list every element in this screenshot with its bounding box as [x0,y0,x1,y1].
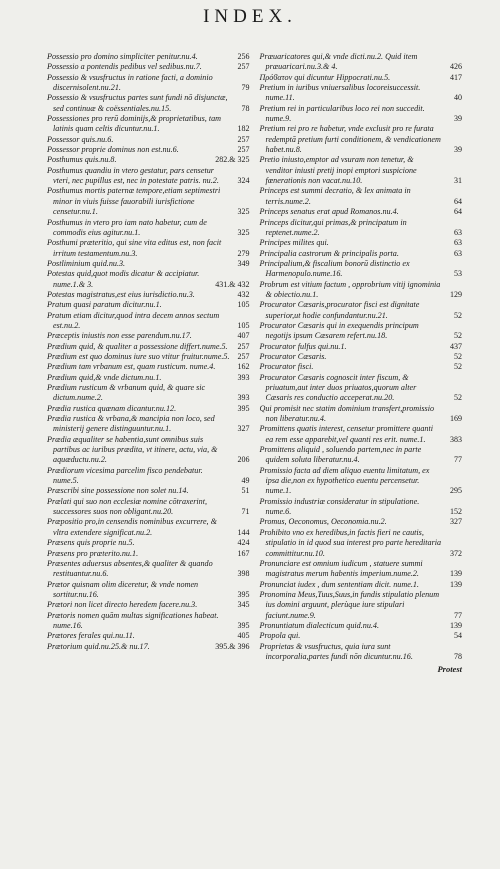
index-entry [260,280,463,301]
index-entry [47,300,250,310]
entry-page-number: 345 [237,600,250,610]
entry-text: Procurator Cæsaris. [259,351,327,361]
entry-text: Promus, Oeconomus, Oeconomia.nu.2. [259,517,387,527]
right-column [260,52,463,861]
entry-page-number: 395 [237,403,250,413]
index-entry [47,259,250,269]
entry-page-number: 167 [237,548,250,558]
entry-page-number: 395 [237,620,250,630]
entry-page-number: 324 [237,176,250,186]
index-entry [260,466,463,497]
index-entry [260,73,463,83]
entry-page-number: 257 [237,145,250,155]
entry-page-number: 49 [241,476,250,486]
entry-text: Principes milites qui. [259,238,329,248]
entry-text: Postliminium quid.nu.3. [47,258,126,268]
index-entry [260,580,463,590]
entry-page-number: 52 [454,351,462,361]
entry-page-number: 295 [450,486,462,496]
entry-text: Prætores ferales qui.nu.11. [47,631,135,641]
entry-page-number: 393 [237,393,250,403]
entry-page-number: 52 [454,393,462,403]
entry-page-number: 432 [237,289,250,299]
entry-text: Principalia castrorum & principalis porta. [259,248,399,258]
entry-text: Posthumus in vtero pro iam nato habetur, cum de commodis eius agitur.nu.1. [47,217,207,237]
index-entry [260,352,463,362]
entry-text: Præsentes aduersus absentes,& qualiter & quando restituantur.nu.6. [47,558,213,579]
index-entry [47,155,250,165]
index-entry [260,621,463,631]
entry-page-number: 325 [237,207,250,217]
entry-page-number: 152 [450,507,462,517]
entry-text: Probrum est vitium factum , opprobrium vitij ignominia & obiectio.nu.1. [259,279,441,299]
entry-text: Possessiones pro rerū dominijs,& proprietatibus, tam latinis quam celtis dicuntur.nu.1. [47,114,222,134]
entry-page-number: 169 [450,414,462,424]
index-entry [260,207,463,217]
entry-text: Potestas quid,quot modis dicatur & accipiatur. nume.1.& 3. [47,269,200,289]
entry-page-number: 393 [237,372,250,382]
entry-page-number: 395.& 396 [215,641,250,651]
index-entry [47,218,250,239]
entry-text: Posthumus quis.nu.8. [47,155,117,165]
entry-text: Prædium tam vrbanum est, quam rusticum. nume.4. [47,362,216,372]
index-columns [47,52,462,861]
entry-page-number: 395 [237,589,250,599]
entry-text: Prætorium quid.nu.25.& nu.17. [47,641,150,651]
entry-page-number: 424 [237,538,250,548]
entry-page-number: 431.& 432 [215,279,250,289]
index-entry [260,83,463,104]
entry-text: Possessio & vsusfructus partes sunt fundi nō disjunctæ, sed continuæ & coëssentiales.nu.15. [47,93,228,113]
entry-page-number: 77 [454,610,462,620]
entry-text: Possessio & vsusfructus in ratione facti, a dominio discernisolent.nu.21. [47,72,213,93]
index-entry [47,352,250,362]
entry-page-number: 77 [454,455,462,465]
entry-text: Prædia æqualiter se habentia,sunt omnibus suis partibus ac iuribus prædita, vt itinere, actu, via, & aquæductu.nu.2. [47,434,218,465]
entry-page-number: 105 [237,320,250,330]
index-entry [47,466,250,487]
entry-page-number: 282.& 325 [215,155,250,165]
index-entry [47,631,250,641]
left-column [47,52,250,861]
entry-page-number: 64 [454,196,462,206]
entry-text: Prædium rusticum & vrbanum quid, & quare sic dictum.nume.2. [47,383,206,403]
index-entry [47,580,250,601]
entry-page-number: 71 [241,507,250,517]
page-title: INDEX. [203,6,297,27]
entry-page-number: 39 [454,145,462,155]
entry-page-number: 182 [237,124,250,134]
index-entry [260,155,463,186]
index-entry [47,600,250,610]
index-entry [260,590,463,621]
entry-page-number: 54 [454,631,462,641]
entry-text: Princeps senatus erat apud Romanos.nu.4. [259,207,399,217]
entry-text: Pronomina Meus,Tuus,Suus,in fundis stipulatio plenum ius domini arguunt, plerùque iure stipulari faciunt.nume.9. [259,589,440,620]
entry-page-number: 63 [454,238,462,248]
entry-text: Pretium in iuribus vniuersalibus locoreisuccessit. nume.11. [259,83,421,103]
entry-text: Prædium quid, & qualiter a possessione differt.nume.5. [47,341,228,351]
entry-text: Promittens aliquid , soluendo partem,nec in parte quidem soluta liberatur.nu.4. [259,445,422,465]
entry-page-number: 256 [237,52,250,61]
entry-page-number: 129 [450,289,462,299]
index-entry [47,373,250,383]
entry-text: Possessor quis.nu.6. [47,134,114,144]
entry-page-number: 437 [450,341,462,351]
index-entry [260,238,463,248]
index-entry [260,424,463,445]
entry-text: Prædiorum vicesima parcelim fisco pendebatur. nume.5. [47,465,203,486]
entry-text: Præsens quis proprie nu.5. [47,538,135,548]
entry-text: Posthumi præteritio, qui sine vita editus est, non facit irritum testamentum.nu.3. [47,238,222,258]
entry-text: Proprietas & vsusfructus, quia iura sunt incorporalia,partes fundi nōn dicuntur.nu.16. [259,641,413,661]
index-entry [47,290,250,300]
entry-page-number: 257 [237,351,250,361]
index-entry [260,631,463,641]
entry-text: Propola qui. [259,631,301,641]
index-entry [260,362,463,372]
index-entry [260,445,463,466]
entry-text: Præpositio pro,in censendis nominibus excurrere, & vltra extendere significat.nu.2. [47,517,217,537]
entry-text: Prædia rustica & vrbana,& mancipia non loco, sed ministerij genere distinguuntur.nu.1. [47,414,215,434]
entry-text: Prædia rustica quænam dicantur.nu.12. [47,403,177,413]
index-entry [47,52,250,62]
entry-page-number: 407 [237,331,250,341]
entry-page-number: 405 [237,631,250,641]
entry-page-number: 105 [237,300,250,310]
index-entry [47,62,250,72]
entry-text: Possessio pro domino simpliciter penitur.nu.4. [47,52,198,61]
entry-text: Promissio industriæ consideratur in stipulatione. nume.6. [259,496,420,517]
entry-text: Pratum quasi paratum dicitur.nu.1. [47,300,162,310]
index-entry [47,611,250,632]
index-entry [260,249,463,259]
entry-text: Procurator Cæsaris qui in exequendis principum negotijs ipsum Cæsarem refert.nu.18. [259,320,419,341]
entry-page-number: 53 [454,269,462,279]
index-entry [47,145,250,155]
entry-page-number: 139 [450,620,462,630]
entry-text: Pronunciat iudex , dum sententiam dicit. nume.1. [259,579,419,589]
index-entry [47,517,250,538]
entry-text: Prætor quisnam olim diceretur, & vnde nomen sortitur.nu.16. [47,579,199,599]
entry-text: Promissio facta ad diem aliquo euentu limitatum, ex ipsa die,non ex hypothetico euentu percensetur. nume.1. [259,465,430,496]
index-entry [260,559,463,580]
index-entry [260,104,463,125]
index-entry [47,486,250,496]
entry-page-number: 398 [237,569,250,579]
index-entry [260,186,463,207]
entry-page-number: 417 [450,72,462,82]
entry-page-number: 52 [454,362,462,372]
index-entry [47,342,250,352]
entry-page-number: 327 [237,424,250,434]
entry-page-number: 257 [237,341,250,351]
index-entry [47,331,250,341]
index-entry [47,269,250,290]
entry-page-number: 63 [454,227,462,237]
index-entry [47,559,250,580]
index-entry [260,528,463,559]
entry-page-number: 31 [454,176,462,186]
index-entry [260,497,463,518]
entry-text: Possessor proprie dominus non est.nu.6. [47,145,179,155]
entry-text: Pratum etiam dicitur,quod intra decem annos sectum est.nu.2. [47,310,220,330]
entry-text: Pretium rei pro re habetur, vnde exclusit pro re furata redemptā pretium furti conditionem, & vendicationem habet.nu.8. [259,124,441,155]
entry-text: Præscribi sine possessione non solet nu.14. [47,486,189,496]
index-entry [47,549,250,559]
index-entry [47,238,250,259]
entry-page-number: 51 [241,486,250,496]
entry-page-number: 52 [454,331,462,341]
catchword: Protest [437,664,462,675]
entry-text: Πρόϐατον qui dicuntur Hippocrati.nu.5. [259,72,391,82]
entry-page-number: 383 [450,434,462,444]
entry-text: Princeps est summi decratio, & lex animata in terris.nume.2. [259,186,411,206]
entry-text: Principalium,& fiscalium bonorū distinctio ex Harmenopulo.nume.16. [259,258,410,279]
index-entry [47,362,250,372]
index-entry [47,93,250,114]
entry-text: Pretio iniusto,emptor ad vsuram non tenetur, & venditor iniusti pretij inopi emptori suspicione fœnerationis non vacat.nu.10. [259,155,417,186]
index-entry [260,642,463,663]
entry-text: Prælati qui suo non ecclesiæ nomine cōtraxerint, successores suos non obligant.nu.20. [47,496,207,517]
entry-page-number: 349 [237,258,250,268]
entry-page-number: 257 [237,62,250,72]
index-entry [47,135,250,145]
index-entry [260,517,463,527]
entry-text: Procurator Cæsaris,procurator fisci est dignitate superior,ut hodie confundantur.nu.21. [259,300,420,320]
entry-page-number: 63 [454,248,462,258]
entry-text: Procurator fulfus qui.nu.1. [259,341,347,351]
entry-text: Prohibito vno ex heredibus,in factis fieri ne cautis, stipulatio in id quod sua interest pro parte hereditaria committitur.nu.10. [259,527,442,558]
entry-text: Qui promisit nec statim dominium transfert,promissio non liberatur.nu.4. [259,403,435,424]
index-entry [47,73,250,94]
entry-text: Promittens quatis interest, censetur promittere quanti ea rem esse apparebit,vel quanti res erit. nume.1. [259,424,433,444]
index-entry [260,321,463,342]
entry-page-number: 426 [450,62,462,72]
entry-page-number: 40 [454,93,462,103]
index-entry [260,342,463,352]
index-entry [260,404,463,425]
entry-page-number: 372 [450,548,462,558]
index-entry [47,166,250,187]
entry-page-number: 257 [237,134,250,144]
index-entry [47,435,250,466]
entry-page-number: 206 [237,455,250,465]
index-entry [260,373,463,404]
index-entry [260,300,463,321]
index-entry [47,114,250,135]
entry-page-number: 327 [450,517,462,527]
entry-text: Præsens pro præterito.nu.1. [47,548,139,558]
entry-text: Posthumus mortis paternæ tempore,etiam septimestri minor in viuis fuisse fauorabili iurisfictione censetur.nu.1. [47,186,221,217]
index-entry [47,538,250,548]
entry-page-number: 325 [237,227,250,237]
entry-text: Prædium quid,& vnde dictum.nu.1. [47,372,162,382]
entry-text: Posthumus quandiu in vtero gestatur, pars censetur vteri, nec pupillus est, nec in potestate patris. nu.2. [47,165,219,186]
entry-page-number: 139 [450,569,462,579]
index-entry [260,259,463,280]
index-entry [47,497,250,518]
entry-text: Potestas magistratus,est eius iurisdictio.nu.3. [47,289,195,299]
entry-text: Pronunciare est omnium iudicum , statuere summi magistratus merum habentis imperium.nume.2. [259,558,423,579]
index-entry [260,218,463,239]
entry-page-number: 78 [454,651,462,661]
entry-text: Procurator fisci. [259,362,314,372]
entry-page-number: 39 [454,114,462,124]
index-entry [47,186,250,217]
entry-page-number: 64 [454,207,462,217]
entry-page-number: 162 [237,362,250,372]
index-entry [47,414,250,435]
entry-text: Prætoris nomen quām multas significationes habeat. nume.16. [47,610,219,630]
index-entry [47,404,250,414]
index-entry [260,124,463,155]
entry-page-number: 139 [450,579,462,589]
entry-text: Præceptis iniustis non esse parendum.nu.17. [47,331,192,341]
entry-page-number: 78 [241,103,250,113]
entry-text: Prætori non licet directo heredem facere.nu.3. [47,600,198,610]
index-entry [47,311,250,332]
index-entry [260,52,463,73]
entry-page-number: 144 [237,527,250,537]
entry-text: Prædium est quo dominus iure suo vtitur fruitur.nume.5. [47,351,230,361]
entry-page-number: 52 [454,310,462,320]
entry-text: Princeps dicitur,qui primas,& principatum in reptenet.nume.2. [259,217,407,237]
entry-text: Possessio a pontendis pedibus vel sedibus.nu.7. [47,62,202,72]
index-entry [47,383,250,404]
entry-page-number: 79 [241,83,250,93]
entry-text: Præuaricatores qui,& vnde dicti.nu.2. Quid item præuaricari.nu.3.& 4. [259,52,418,72]
entry-page-number: 279 [237,248,250,258]
entry-text: Procurator Cæsaris cognoscit inter fiscum, & priuatum,aut inter duos priuatos,quorum alter Cæsaris res conductio acceperat.nu.20. [259,372,417,403]
entry-text: Pronuntiatum dialecticum quid.nu.4. [259,620,380,630]
entry-text: Pretium rei in particularibus loco rei non succedit. nume.9. [259,103,425,124]
index-entry [47,642,250,652]
